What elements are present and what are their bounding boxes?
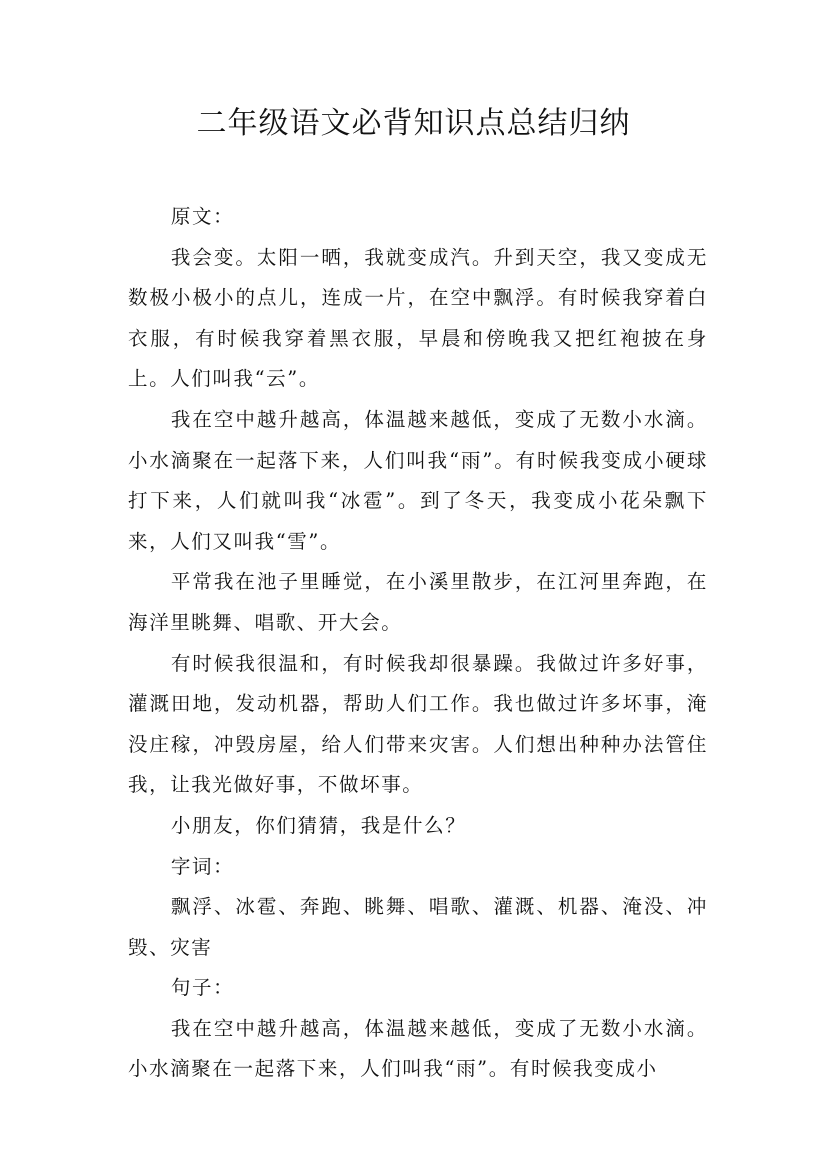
paragraph-water-places: 平常我在池子里睡觉，在小溪里散步，在江河里奔跑，在海洋里眺舞、唱歌、开大会。 [128,570,708,634]
document-body [128,197,708,1090]
paragraph-words-list: 飘浮、冰雹、奔跑、眺舞、唱歌、灌溉、机器、淹没、冲毁、灾害 [128,895,708,959]
paragraph-good-bad: 有时候我很温和，有时候我却很暴躁。我做过许多好事，灌溉田地，发动机器，帮助人们工作。我也做过许多坏事，淹没庄稼，冲毁房屋，给人们带来灾害。人们想出种种办法管住我，让我光做好事，不做坏事。 [128,651,708,797]
document-title: 二年级语文必背知识点总结归纳 [196,106,631,141]
paragraph-sentence-text: 我在空中越升越高，体温越来越低，变成了无数小水滴。小水滴聚在一起落下来，人们叫我“雨”。有时候我变成小 [128,1016,708,1081]
paragraph-original-label: 原文： [170,205,235,228]
paragraph-sentence-label: 句子： [170,976,235,1000]
paragraph-question: 小朋友，你们猜猜，我是什么？ [170,813,467,837]
paragraph-rain-hail-snow: 我在空中越升越高，体温越来越低，变成了无数小水滴。小水滴聚在一起落下来，人们叫我“雨”。有时候我变成小硬球打下来，人们就叫我“冰雹”。到了冬天，我变成小花朵飘下来，人们又叫我“雪”。 [128,407,708,553]
paragraph-words-label: 字词： [170,854,235,878]
paragraph-cloud: 我会变。太阳一晒，我就变成汽。升到天空，我又变成无数极小极小的点儿，连成一片，在空中飘浮。有时候我穿着白衣服，有时候我穿着黑衣服，早晨和傍晚我又把红袍披在身上。人们叫我“云”。 [128,245,708,391]
